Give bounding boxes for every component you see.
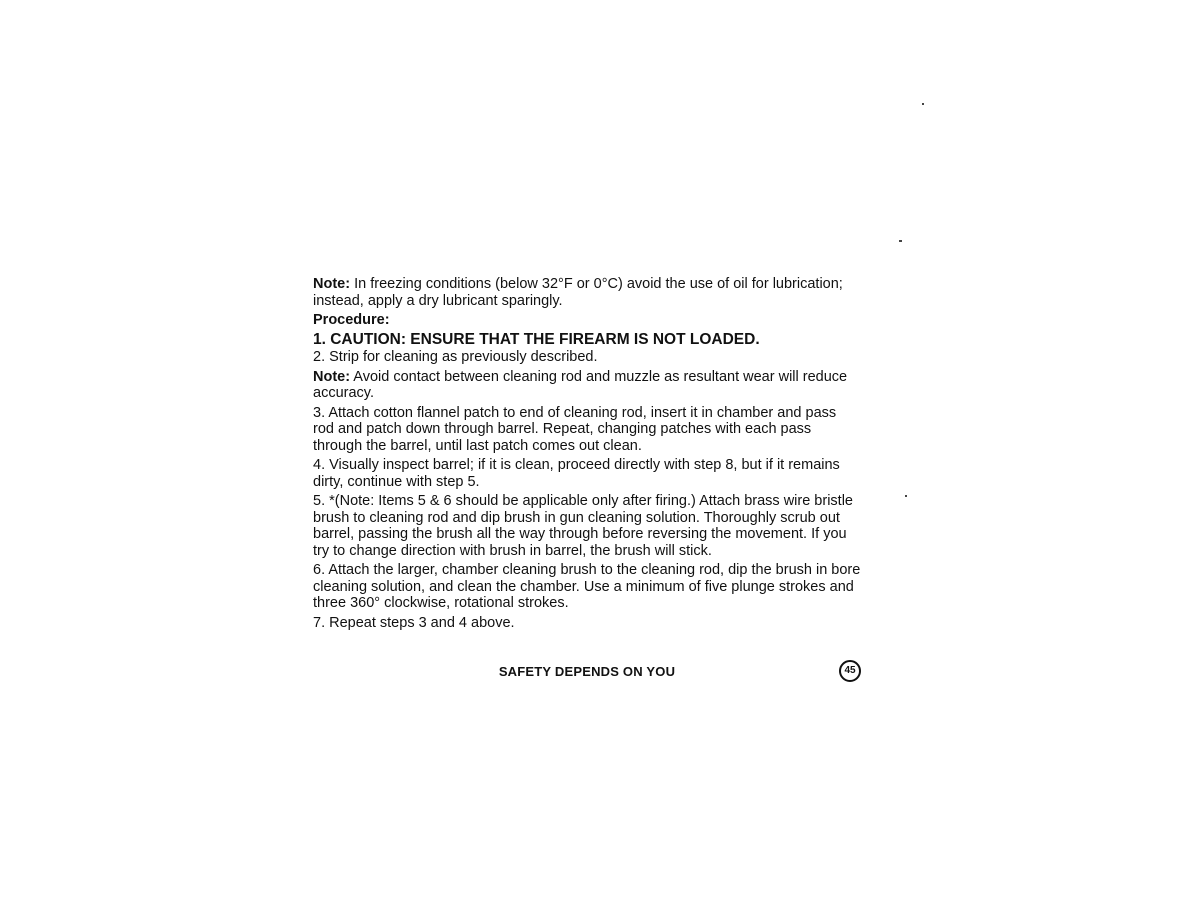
step-5: 5. *(Note: Items 5 & 6 should be applicable only after firing.) Attach brass wire bristle brush to cleaning rod and dip brush in gun cleaning solution. Thoroughly scrub out barrel, passing the brush all the way through before reversing the movement. If you try to change direction with brush in barrel, the brush will stick. [313, 493, 853, 559]
step-3: 3. Attach cotton flannel patch to end of cleaning rod, insert it in chamber and pass rod and patch down through barrel. Repeat, changing patches with each pass through the barrel, until last patch comes out clean. [313, 404, 837, 454]
step-1-caution [313, 332, 861, 349]
step-4: 4. Visually inspect barrel; if it is clean, proceed directly with step 8, but if it remains dirty, continue with step 5. [313, 457, 840, 490]
note-label: Note: [313, 276, 351, 292]
note-muzzle [313, 369, 861, 402]
step-1-number: 1. [313, 330, 331, 348]
note-freezing [313, 276, 861, 309]
step-6: 6. Attach the larger, chamber cleaning brush to the cleaning rod, dip the brush in bore cleaning solution, and clean the chamber. Use a minimum of five plunge strokes and three 360° clockwise, rotational strokes. [313, 562, 861, 611]
note-label: Note: [313, 368, 351, 385]
scan-speck [922, 103, 924, 105]
footer-slogan: SAFETY DEPENDS ON YOU [498, 664, 676, 679]
page-number-badge: 45 [839, 660, 861, 682]
note-text: Avoid contact between cleaning rod and muzzle as resultant wear will reduce accuracy. [313, 368, 848, 401]
manual-page [313, 276, 861, 634]
scan-speck [905, 495, 907, 497]
step-1-text: CAUTION: ENSURE THAT THE FIREARM IS NOT LOADED. [330, 330, 760, 348]
step-2: 2. Strip for cleaning as previously described. [313, 349, 598, 365]
procedure-heading: Procedure: [313, 312, 390, 328]
page-footer [313, 660, 861, 684]
step-7: 7. Repeat steps 3 and 4 above. [313, 614, 515, 631]
note-text: In freezing conditions (below 32°F or 0°C) avoid the use of oil for lubrication; instead, apply a dry lubricant sparingly. [313, 276, 843, 309]
scan-speck [899, 240, 902, 242]
